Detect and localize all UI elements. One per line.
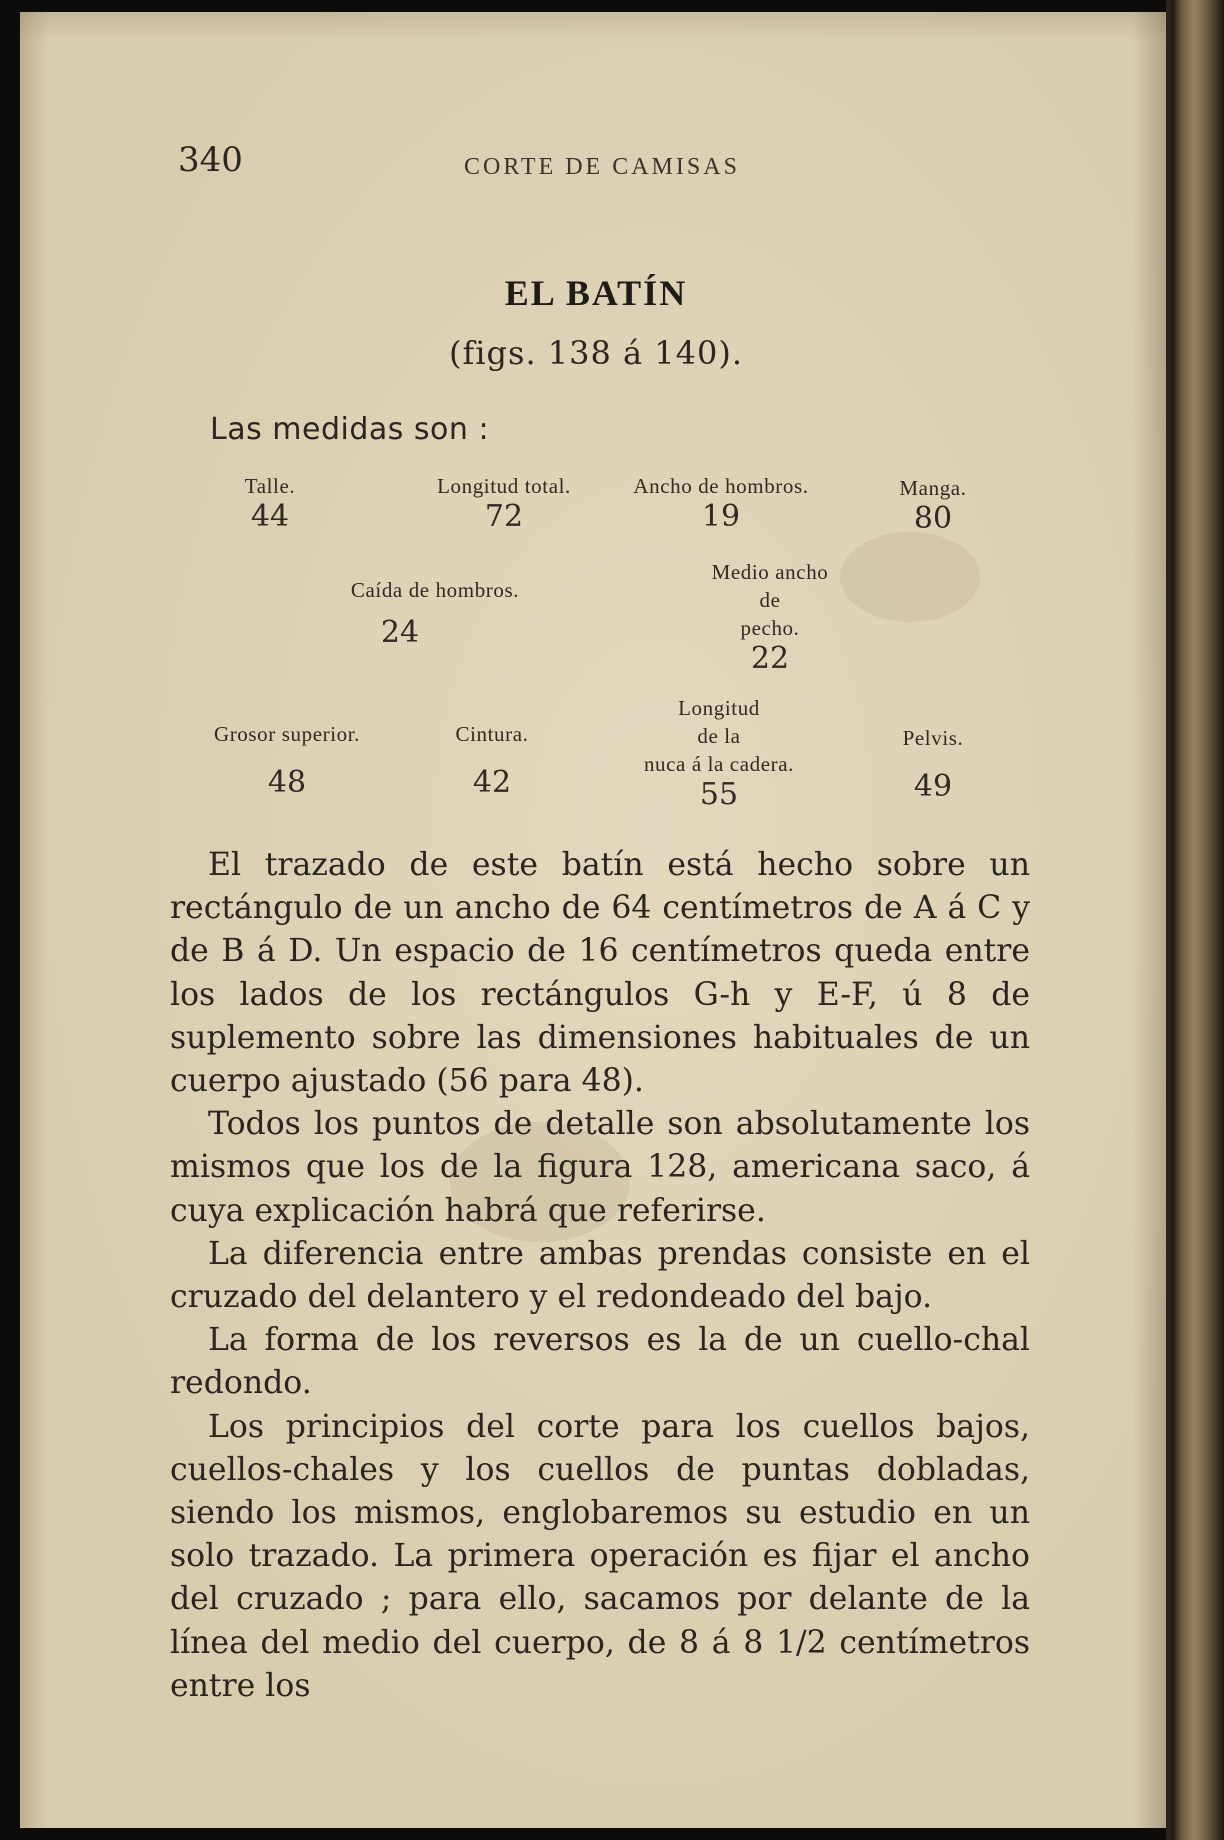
measurement-value: 19 [701,499,741,534]
paragraph: Los principios del corte para los cuellos bajos, cuellos-chales y los cuellos de puntas dobladas, siendo los mismos, englobaremos su estudio en un solo trazado. La primera operación es fijar el ancho del cruzado ; para ello, sacamos por delante de la línea del medio del cuerpo, de 8 á 8 1/2 centímetros entre los [170,1408,1030,1704]
running-title: CORTE DE CAMISAS [464,154,740,180]
measurement-value: 24 [380,615,420,650]
measurement-label: Manga. [899,476,967,500]
running-head [20,140,1172,180]
measurement-label: Ancho de hombros. [633,474,809,498]
page-number: 340 [178,140,243,180]
measurement-talle [220,472,320,534]
measurement-label: Longitud total. [437,474,571,498]
measurement-label: Medio ancho [711,560,829,584]
measurement-value: 55 [699,777,739,812]
measurement-label: pecho. [740,616,800,640]
measurement-manga [878,474,988,536]
measurements-intro: Las medidas son : [210,412,490,447]
measurement-label: nuca á la cadera. [643,752,795,776]
measurement-value: 22 [750,641,790,676]
measurement-value: 72 [484,499,524,534]
measurement-value: 49 [913,769,953,804]
paragraph: La forma de los reversos es la de un cuello-chal redondo. [170,1322,1030,1402]
paragraph: Todos los puntos de detalle son absolutamente los mismos que los de la figura 128, americana saco, á cuya explicación habrá que referirse. [170,1106,1030,1229]
measurement-label: Caída de hombros. [350,578,520,602]
measurement-label: Cintura. [455,722,529,746]
measurement-label: Grosor superior. [213,722,361,746]
measurement-label: Talle. [244,474,296,498]
measurement-ancho-de-hombros [606,472,836,534]
measurement-caida-de-hombros [310,576,560,650]
page-sheet [20,12,1172,1828]
measurement-value: 44 [250,499,290,534]
measurement-longitud-nuca-cadera [604,694,834,812]
paragraph: La diferencia entre ambas prendas consiste en el cruzado del delantero y el redondeado del bajo. [170,1235,1030,1316]
measurement-medio-ancho-de-pecho [680,558,860,676]
measurement-label: Pelvis. [902,726,964,750]
paper-stain [840,532,980,622]
book-spine [1172,0,1224,1840]
measurement-grosor-superior [182,720,392,800]
measurement-value: 80 [913,501,953,536]
measurement-value: 48 [267,765,307,800]
section-subtitle: (figs. 138 á 140). [448,334,744,372]
measurement-value: 42 [472,765,512,800]
measurement-label: Longitud [678,696,760,720]
section-title: EL BATÍN [504,273,688,313]
measurement-label: de la [697,724,741,748]
measurement-longitud-total [404,472,604,534]
paragraph: El trazado de este batín está hecho sobre un rectángulo de un ancho de 64 centímetros de A á C y de B á D. Un espacio de 16 centímetros queda entre los lados de los rectángulos G-h y E-F, ú 8 de suplemento sobre las dimensiones habituales de un cuerpo ajustado (56 para 48). [170,847,1030,1100]
measurement-cintura [432,720,552,800]
measurement-pelvis [878,724,988,804]
measurement-label: de [759,588,781,612]
body-text [170,844,1030,1708]
